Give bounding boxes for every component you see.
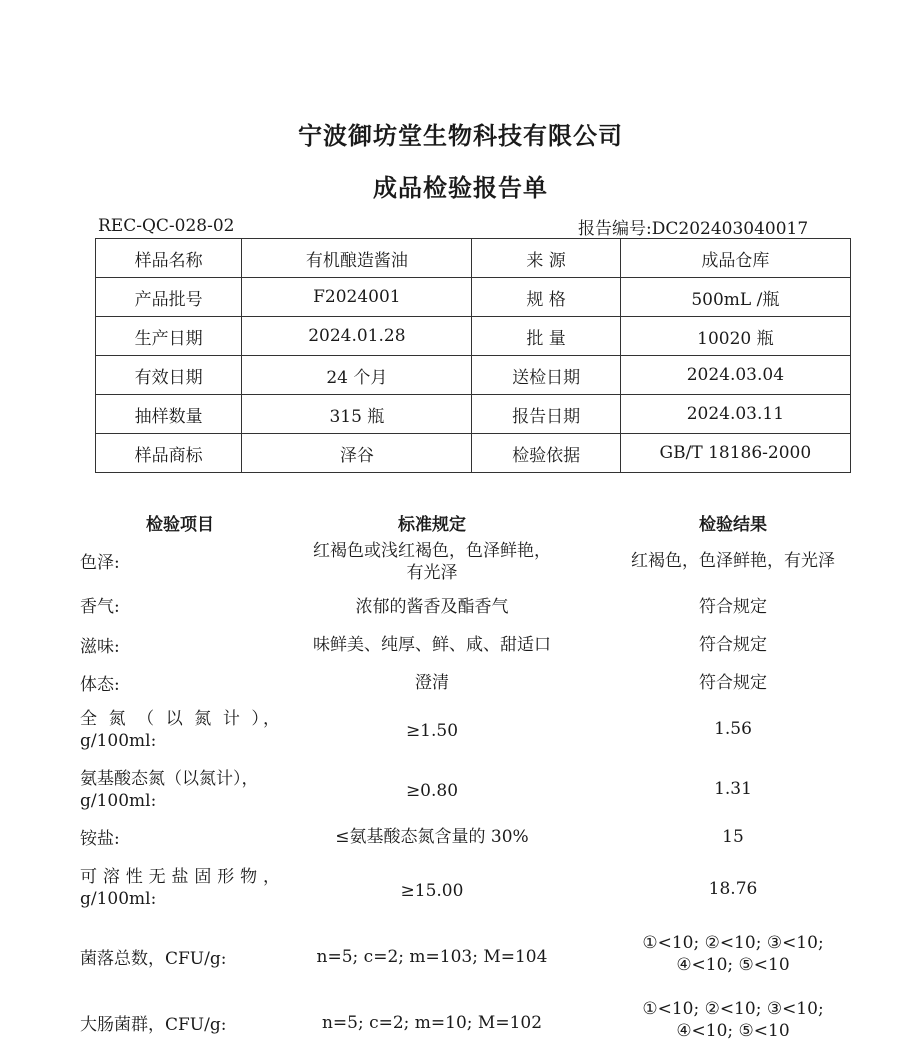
standard-requirement: ≥0.80 xyxy=(405,781,459,801)
field-label: 来 源 xyxy=(472,239,620,278)
test-result: 符合规定 xyxy=(699,635,767,655)
standard-requirement: 浓郁的酱香及酯香气 xyxy=(355,597,509,617)
field-value: 2024.03.04 xyxy=(620,356,850,395)
test-item: 体态: xyxy=(80,675,120,695)
table-row xyxy=(96,317,851,356)
field-value: 2024.03.11 xyxy=(620,395,850,434)
test-item: 滋味: xyxy=(80,637,120,657)
standard-requirement: 味鲜美、纯厚、鲜、咸、甜适口 xyxy=(313,635,551,655)
table-row xyxy=(96,434,851,473)
column-header-item: 检验项目 xyxy=(146,515,214,535)
field-value: 315 瓶 xyxy=(242,395,472,434)
field-label: 样品名称 xyxy=(96,239,242,278)
field-label: 样品商标 xyxy=(96,434,242,473)
test-item: 大肠菌群，CFU/g: xyxy=(80,1015,227,1035)
field-value: GB/T 18186-2000 xyxy=(620,434,850,473)
standard-requirement: ≥15.00 xyxy=(400,881,464,901)
report-number-label: 报告编号: xyxy=(578,219,652,239)
report-number xyxy=(578,214,808,239)
field-value: 泽谷 xyxy=(242,434,472,473)
field-label: 有效日期 xyxy=(96,356,242,395)
field-value: 500mL /瓶 xyxy=(620,278,850,317)
field-value: 10020 瓶 xyxy=(620,317,850,356)
field-label: 报告日期 xyxy=(472,395,620,434)
test-item: 菌落总数，CFU/g: xyxy=(80,949,227,969)
test-result: 符合规定 xyxy=(699,597,767,617)
test-result: 18.76 xyxy=(708,879,758,899)
test-result: ①<10; ②<10; ③<10; ④<10; ⑤<10 xyxy=(642,933,824,975)
field-value: F2024001 xyxy=(242,278,472,317)
test-result: 15 xyxy=(722,827,744,847)
standard-requirement: 澄清 xyxy=(415,673,449,693)
test-item: 氨基酸态氮（以氮计）， g/100ml: xyxy=(80,769,259,811)
document-code: REC-QC-028-02 xyxy=(98,216,235,236)
standard-requirement: ≤氨基酸态氮含量的 30% xyxy=(335,827,529,847)
field-value: 成品仓库 xyxy=(620,239,850,278)
test-result: 1.31 xyxy=(714,779,752,799)
test-item: 香气: xyxy=(80,597,120,617)
standard-requirement: ≥1.50 xyxy=(405,721,459,741)
column-header-result: 检验结果 xyxy=(699,515,767,535)
table-row xyxy=(96,239,851,278)
sample-info-table xyxy=(95,238,851,473)
field-label: 产品批号 xyxy=(96,278,242,317)
table-row xyxy=(96,395,851,434)
test-result: 红褐色，色泽鲜艳，有光泽 xyxy=(631,551,835,571)
standard-requirement: n=5; c=2; m=10; M=102 xyxy=(321,1013,543,1033)
test-result: ①<10; ②<10; ③<10; ④<10; ⑤<10 xyxy=(642,999,824,1041)
field-label: 规 格 xyxy=(472,278,620,317)
field-label: 生产日期 xyxy=(96,317,242,356)
test-item: 色泽: xyxy=(80,553,120,573)
report-number-value: DC202403040017 xyxy=(651,219,809,239)
test-result: 符合规定 xyxy=(699,673,767,693)
test-item: 铵盐: xyxy=(80,829,120,849)
standard-requirement: n=5; c=2; m=103; M=104 xyxy=(316,947,548,967)
test-result: 1.56 xyxy=(714,719,752,739)
table-row xyxy=(96,278,851,317)
field-label: 抽样数量 xyxy=(96,395,242,434)
standard-requirement: 红褐色或浅红褐色，色泽鲜艳， 有光泽 xyxy=(313,541,551,583)
field-value: 有机酿造酱油 xyxy=(242,239,472,278)
company-name: 宁波御坊堂生物科技有限公司 xyxy=(298,122,623,150)
test-item: 可溶性无盐固形物， g/100ml: xyxy=(80,867,280,909)
field-value: 24 个月 xyxy=(242,356,472,395)
table-row xyxy=(96,356,851,395)
column-header-standard: 标准规定 xyxy=(398,515,466,535)
field-label: 检验依据 xyxy=(472,434,620,473)
field-label: 批 量 xyxy=(472,317,620,356)
field-label: 送检日期 xyxy=(472,356,620,395)
document-title: 成品检验报告单 xyxy=(373,174,548,202)
test-item: 全 氮 （ 以 氮 计 ）， g/100ml: xyxy=(80,709,280,751)
field-value: 2024.01.28 xyxy=(242,317,472,356)
